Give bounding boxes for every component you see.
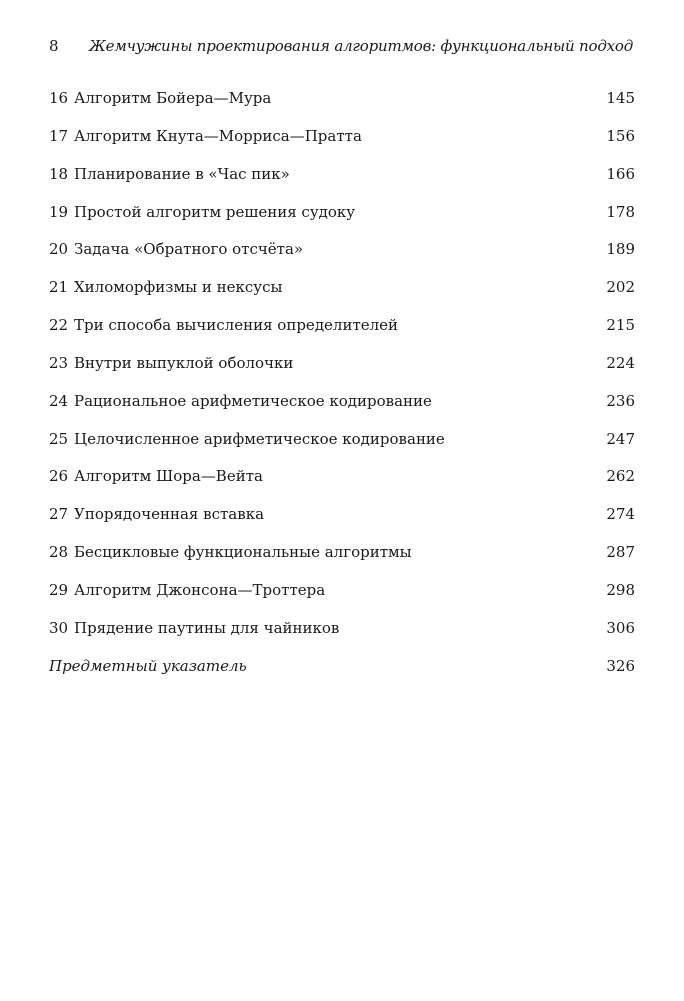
chapter-page: 298 [606,580,635,599]
toc-entry-19[interactable] [49,200,635,238]
chapter-page: 306 [606,618,635,637]
chapter-title: Задача «Обратного отсчёта» [74,240,304,259]
toc-entry-26[interactable] [49,464,635,502]
chapter-title: Хиломорфизмы и нексусы [74,278,283,297]
toc-entry-24[interactable] [49,389,635,427]
chapter-page: 189 [606,240,635,259]
chapter-title: Три способа вычисления определителей [74,316,399,335]
chapter-title: Внутри выпуклой оболочки [74,353,294,372]
chapter-page: 202 [606,278,635,297]
chapter-number: 26 [49,467,69,486]
table-of-contents [49,86,635,692]
chapter-page: 287 [606,543,635,562]
chapter-number: 22 [49,316,69,335]
chapter-number: 20 [49,240,69,259]
chapter-number: 17 [49,126,69,145]
toc-entry-28[interactable] [49,540,635,578]
chapter-number: 24 [49,391,69,410]
chapter-number: 21 [49,278,69,297]
toc-entry-27[interactable] [49,502,635,540]
toc-entry-23[interactable] [49,351,635,389]
book-title: Жемчужины проектирования алгоритмов: функциональный подход [89,37,634,55]
chapter-title: Целочисленное арифметическое кодирование [74,429,445,448]
chapter-number: 23 [49,353,69,372]
chapter-page: 156 [606,126,635,145]
chapter-page: 145 [606,89,635,107]
chapter-title: Алгоритм Шора—Вейта [74,467,263,486]
toc-entry-16[interactable] [49,86,635,124]
index-title: Предметный указатель [49,656,247,675]
chapter-page: 262 [606,467,635,486]
toc-entry-25[interactable] [49,427,635,465]
toc-entry-22[interactable] [49,313,635,351]
chapter-title: Упорядоченная вставка [74,505,265,524]
chapter-page: 274 [606,505,635,524]
chapter-page: 178 [606,202,635,221]
toc-entry-21[interactable] [49,275,635,313]
toc-entry-index[interactable] [49,654,635,692]
chapter-number: 19 [49,202,69,221]
index-page: 326 [606,656,635,675]
chapter-number: 30 [49,618,69,637]
toc-entry-29[interactable] [49,578,635,616]
running-head [49,34,635,58]
chapter-number: 29 [49,580,69,599]
chapter-title: Алгоритм Бойера—Мура [74,89,272,107]
chapter-number: 27 [49,505,69,524]
chapter-title: Алгоритм Кнута—Морриса—Пратта [74,126,362,145]
chapter-title: Бесцикловые функциональные алгоритмы [74,543,412,562]
chapter-title: Рациональное арифметическое кодирование [74,391,432,410]
chapter-page: 215 [606,316,635,335]
toc-entry-17[interactable] [49,124,635,162]
chapter-title: Простой алгоритм решения судоку [74,202,356,221]
chapter-number: 28 [49,543,69,562]
chapter-number: 25 [49,429,69,448]
toc-entry-18[interactable] [49,162,635,200]
chapter-number: 18 [49,164,69,183]
chapter-page: 247 [606,429,635,448]
chapter-page: 224 [606,353,635,372]
chapter-title: Планирование в «Час пик» [74,164,290,183]
chapter-title: Прядение паутины для чайников [74,618,340,637]
chapter-number: 16 [49,89,69,107]
chapter-page: 236 [606,391,635,410]
chapter-page: 166 [606,164,635,183]
toc-entry-20[interactable] [49,237,635,275]
page-number: 8 [49,37,59,55]
toc-entry-30[interactable] [49,616,635,654]
chapter-title: Алгоритм Джонсона—Троттера [74,580,326,599]
